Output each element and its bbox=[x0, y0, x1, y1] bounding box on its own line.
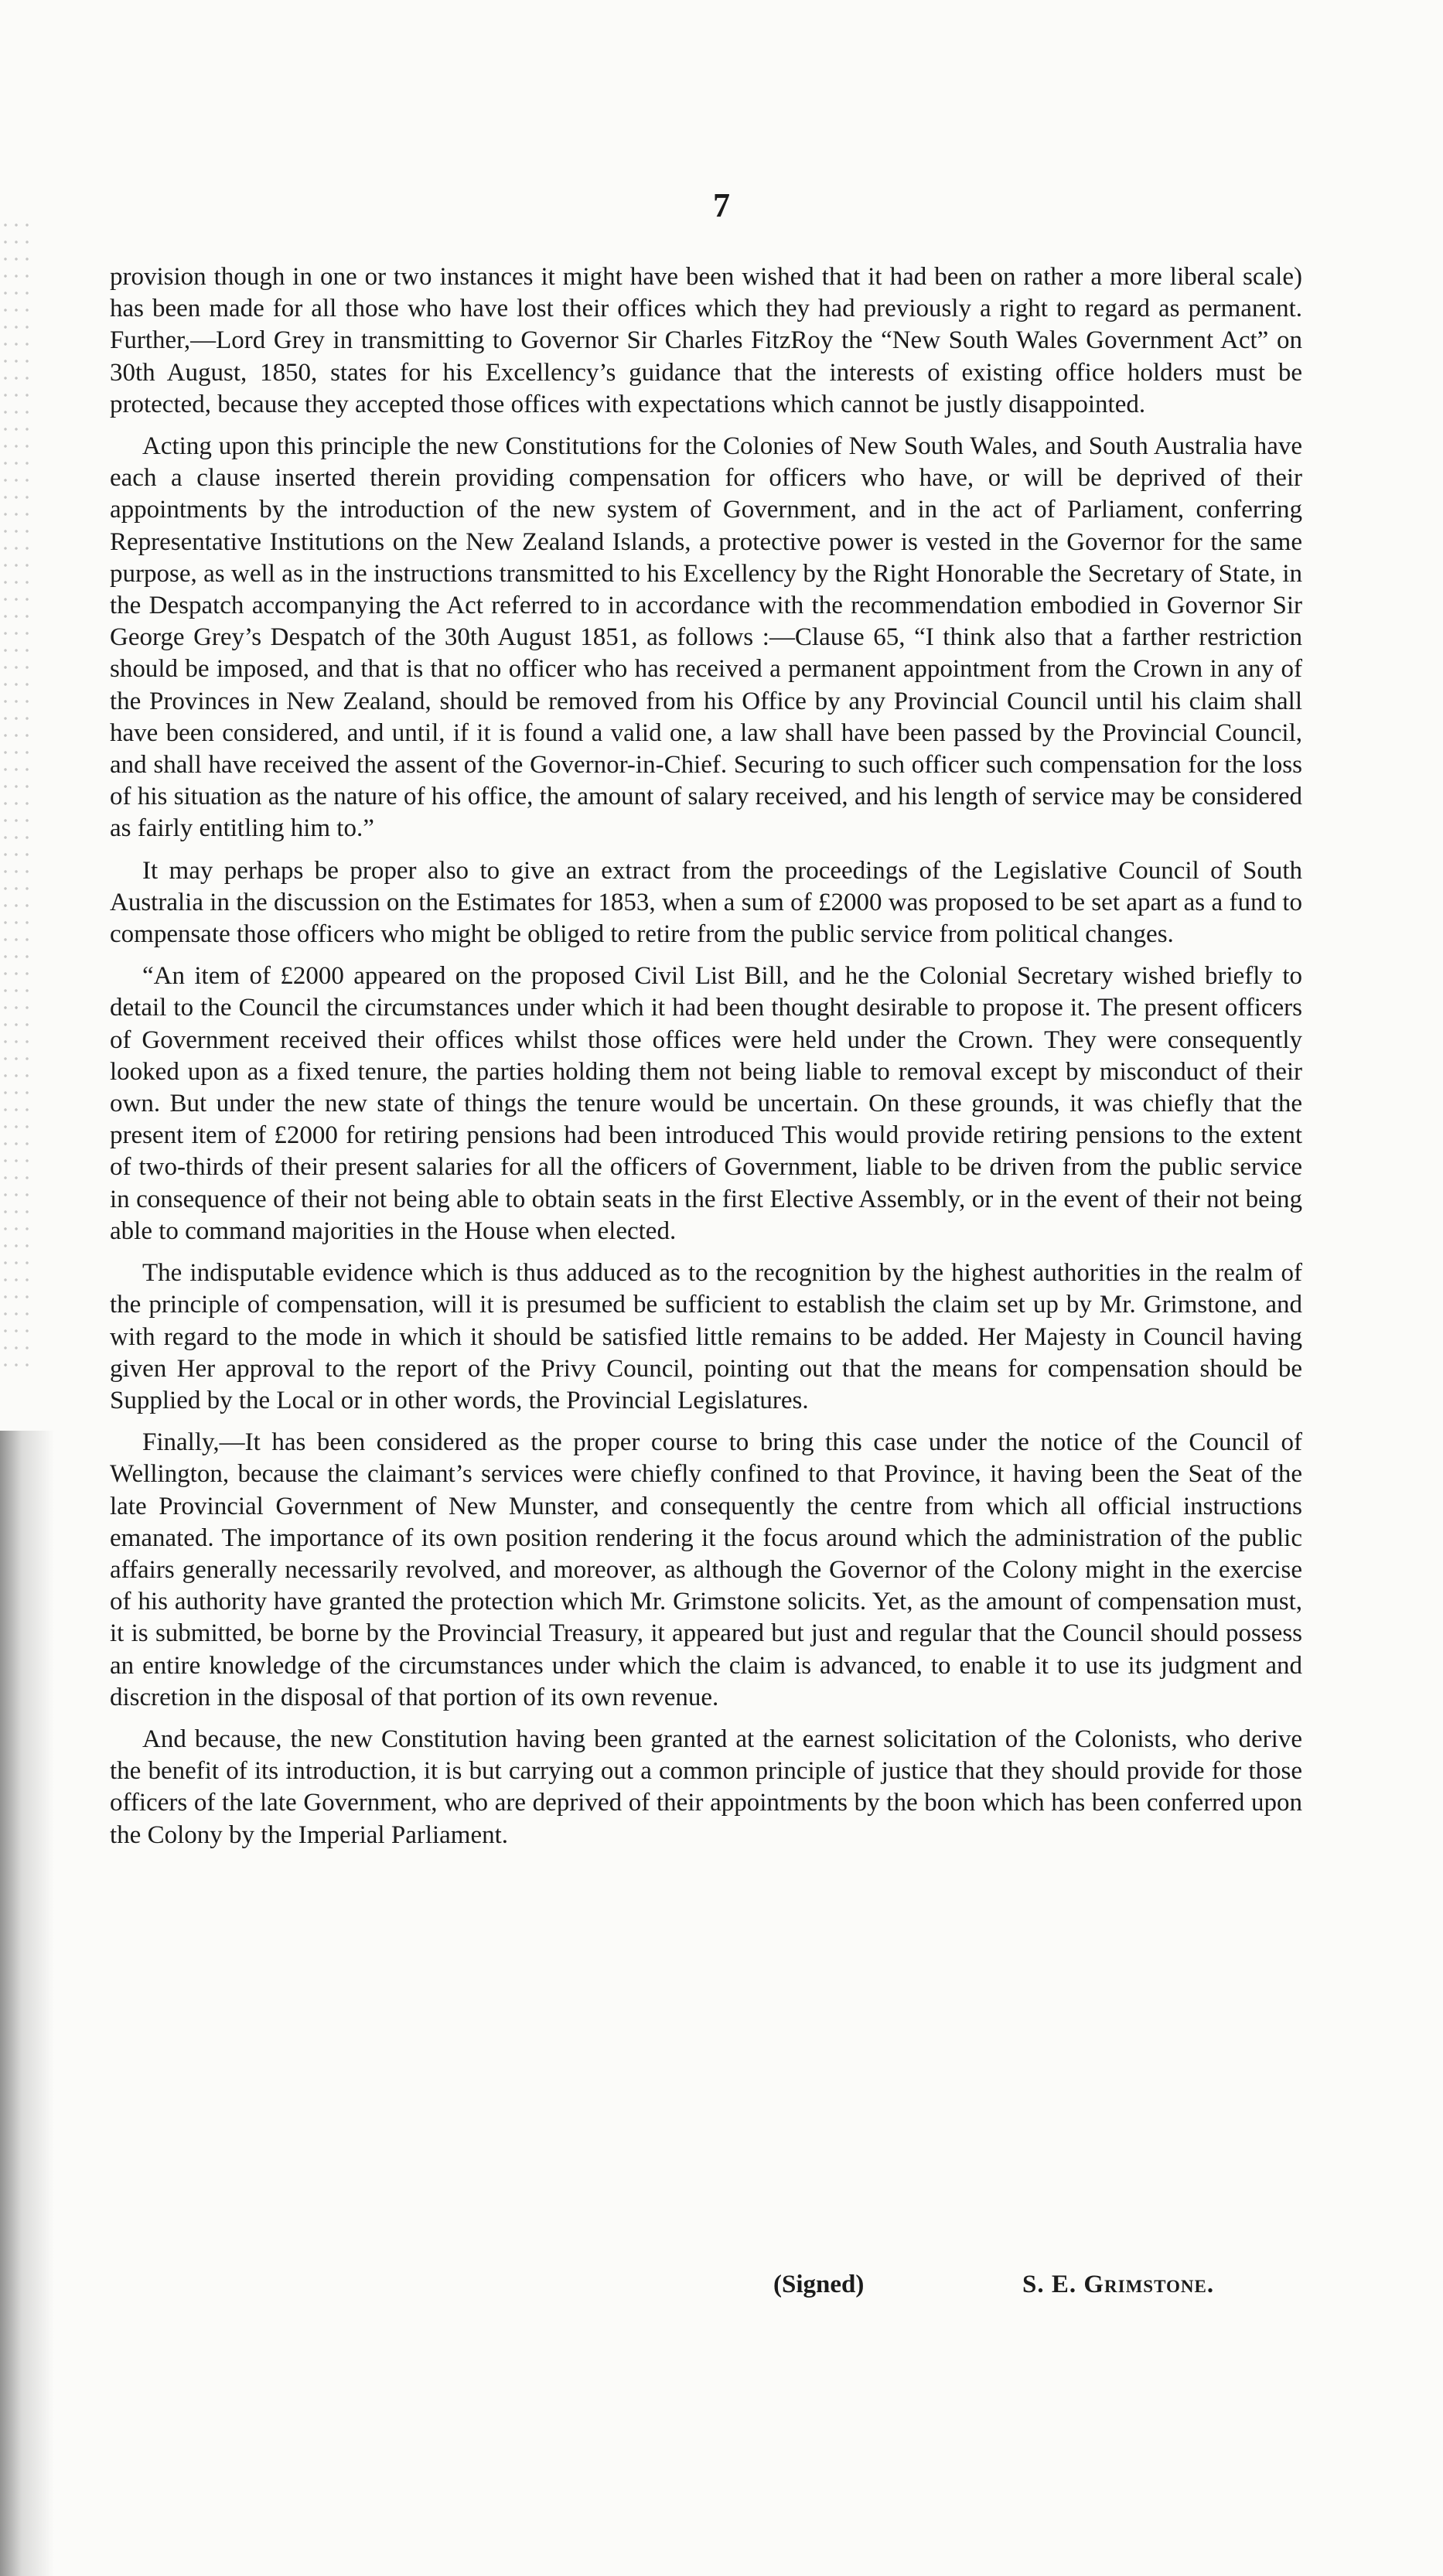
paragraph-continuation: provision though in one or two instances it might have been wished that it had been on rather a more liberal scale) has been made for all those who have lost their offices which they had previously a right to regard as permanent. Further,—Lord Grey in transmitting to Governor Sir Charles FitzRoy the “New South Wales Government Act” on 30th August, 1850, states for his Excellency’s guidance that the interests of existing office holders must be protected, because they accepted those offices with expectations which cannot be justly disappointed. bbox=[110, 263, 1302, 418]
paragraph-evidence: The indisputable evidence which is thus adduced as to the recognition by the highest authorities in the realm of the principle of compensation, will it is presumed be sufficient to establish the claim set up by Mr. Grimstone, and with regard to the mode in which it should be satisfied little remains to be added. Her Majesty in Council having given Her approval to the report of the Privy Council, pointing out that the means for compensation should be Supplied by the Local or in other words, the Provincial Legislatures. bbox=[110, 1259, 1302, 1414]
paragraph-conclusion: And because, the new Constitution having been granted at the earnest solicitation of the Colonists, who derive the benefit of its introduction, it is but carrying out a common principle of justice that they should provide for those officers of the late Government, who are deprived of their appointments by the boon which has been conferred upon the Colony by the Imperial Parliament. bbox=[110, 1725, 1302, 1849]
signed-label: (Signed) bbox=[773, 2271, 865, 2298]
page-number: 7 bbox=[713, 186, 730, 224]
binding-edge-specks bbox=[0, 217, 31, 1377]
signer-name: S. E. Grimstone. bbox=[1022, 2271, 1215, 2298]
paragraph-constitutions: Acting upon this principle the new Constitutions for the Colonies of New South Wales, and South Australia have each a clause inserted therein providing compensation for officers who have, or will be deprived of their appointments by the introduction of the new system of Government, and in the act of Parliament, conferring Representative Institutions on the New Zealand Islands, a protective power is vested in the Governor for the same purpose, as well as in the instructions transmitted to his Excellency by the Right Honorable the Secretary of State, in the Despatch accompanying the Act referred to in accordance with the recommendation embodied in Governor Sir George Grey’s Despatch of the 30th August 1851, as follows :—Clause 65, “I think also that a farther restriction should be imposed, and that is that no officer who has received a permanent appointment from the Crown in any of the Provinces in New Zealand, should be removed from his Office by any Provincial Council until his claim shall have been considered, and until, if it is found a valid one, a law shall have been passed by the Provincial Council, and shall have received the assent of the Governor-in-Chief. Securing to such officer such compensation for the loss of his situation as the nature of his office, the amount of salary received, and his length of service may be considered as fairly entitling him to.” bbox=[110, 432, 1302, 843]
paragraph-finally: Finally,—It has been considered as the proper course to bring this case under the notice of the Council of Wellington, because the claimant’s services were chiefly confined to that Province, it having been the Seat of the late Provincial Government of New Munster, and consequently the centre from which all official instructions emanated. The importance of its own position rendering it the focus around which the administration of the public affairs generally necessarily revolved, and moreover, as although the Governor of the Colony might in the exercise of his authority have granted the protection which Mr. Grimstone solicits. Yet, as the amount of compensation must, it is submitted, be borne by the Provincial Treasury, it appeared but just and regular that the Council should possess an entire knowledge of the circumstances under which the claim is advanced, to enable it to use its judgment and discretion in the disposal of that portion of its own revenue. bbox=[110, 1428, 1302, 1711]
paragraph-quoted-extract: “An item of £2000 appeared on the proposed Civil List Bill, and he the Colonial Secretary wished briefly to detail to the Council the circumstances under which it had been thought desirable to propose it. The present officers of Government received their offices whilst those offices were held under the Crown. They were consequently looked upon as a fixed tenure, the parties holding them not being liable to removal except by misconduct of their own. But under the new state of things the tenure would be uncertain. On these grounds, it was chiefly that the present item of £2000 for retiring pensions had been introduced This would provide retiring pensions to the extent of two-thirds of their present salaries for all the officers of Government, liable to be driven from the public service in consequence of their not being able to obtain seats in the first Elective Assembly, or in the event of their not being able to command majorities in the House when elected. bbox=[110, 962, 1302, 1245]
binding-edge-shadow bbox=[0, 1431, 54, 2576]
paragraph-legislative-council: It may perhaps be proper also to give an extract from the proceedings of the Legislative Council of South Australia in the discussion on the Estimates for 1853, when a sum of £2000 was proposed to be set apart as a fund to compensate those officers who might be obliged to retire from the public service from political changes. bbox=[110, 856, 1302, 949]
document-body bbox=[110, 261, 1302, 1861]
